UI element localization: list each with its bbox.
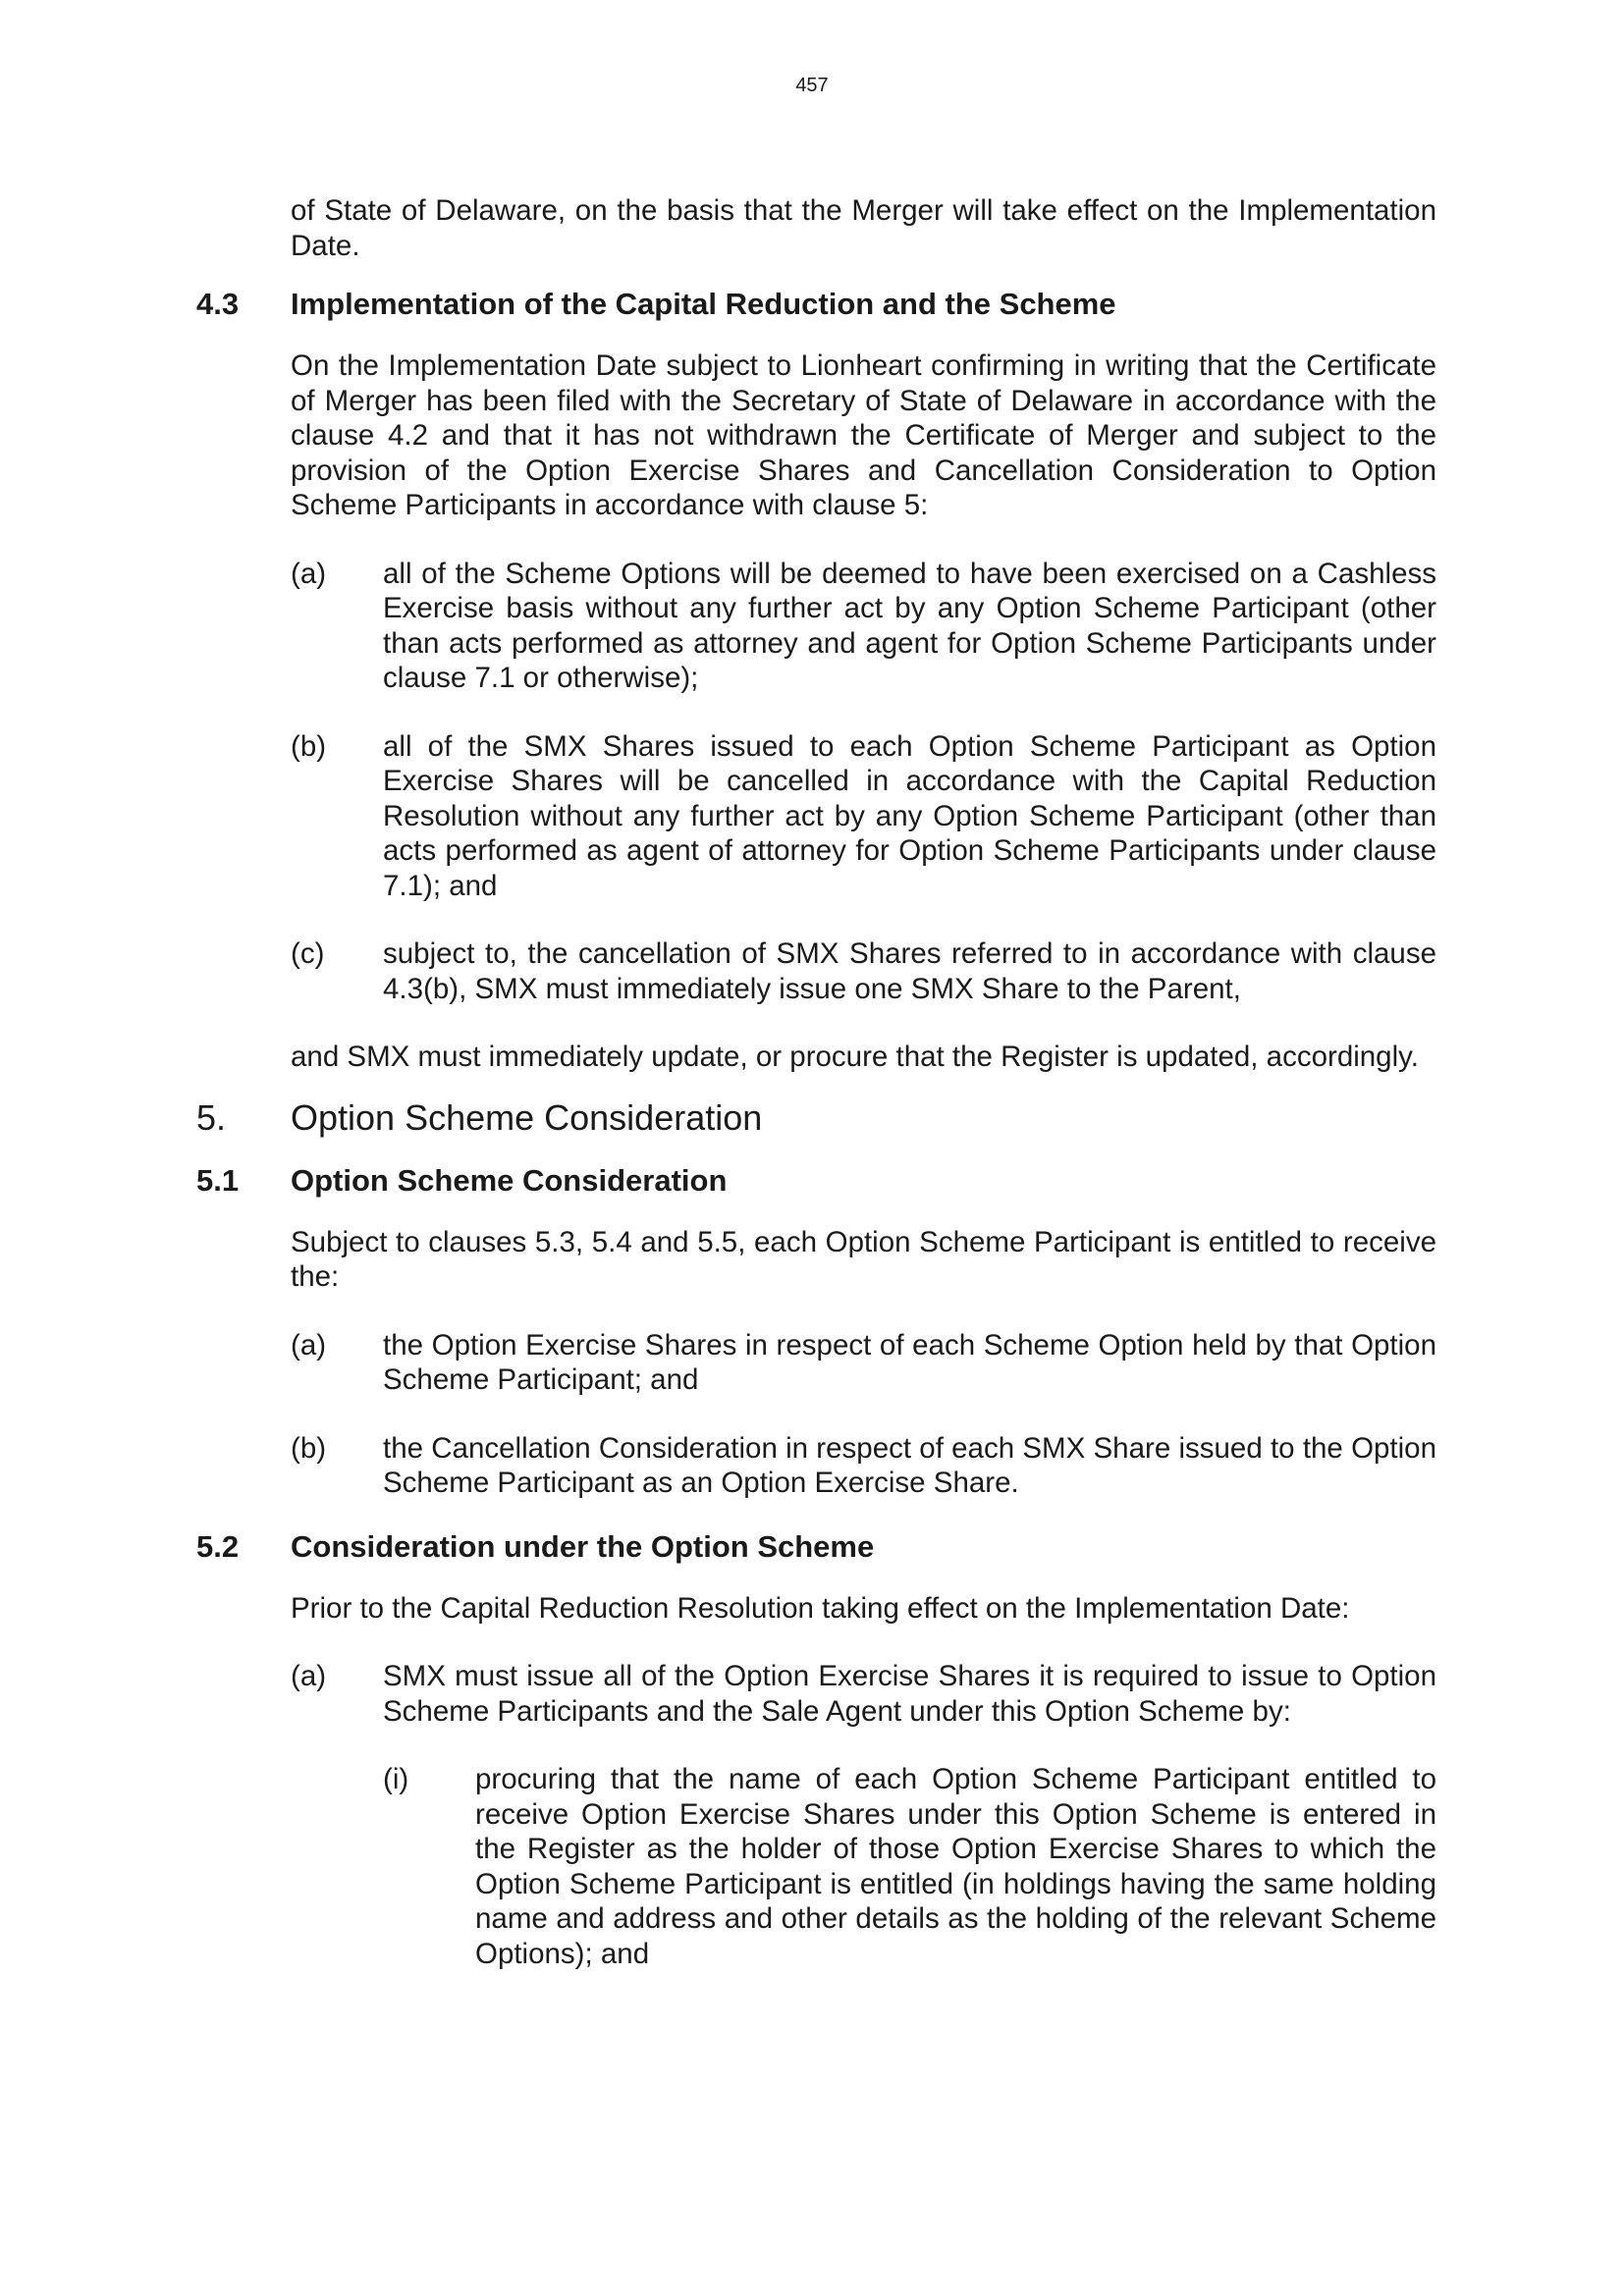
list-item bbox=[291, 557, 1436, 696]
list-item-text: the Option Exercise Shares in respect of each Scheme Option held by that Option Scheme Participant; and bbox=[383, 1328, 1436, 1396]
list-item-text: all of the SMX Shares issued to each Option Scheme Participant as Option Exercise Shares will be cancelled in accordance with the Capital Reduction Resolution without any further act by any Option Scheme Participant (other than acts performed as agent of attorney for Option Scheme Participants under clause 7.1); and bbox=[383, 729, 1436, 902]
list-item bbox=[291, 1328, 1436, 1398]
section-4-3-closing: and SMX must immediately update, or procure that the Register is updated, accordingly. bbox=[291, 1041, 1419, 1073]
sub-list-item-label: (i) bbox=[383, 1763, 409, 1795]
list-item-text: the Cancellation Consideration in respect of each SMX Share issued to the Option Scheme Participant as an Option Exercise Share. bbox=[383, 1431, 1436, 1499]
section-5-2-heading bbox=[196, 1528, 1436, 1566]
list-item bbox=[291, 1659, 1436, 1729]
sub-list-item-text: procuring that the name of each Option Scheme Participant entitled to receive Option Exercise Shares under this Option Scheme is entered in the Register as the holder of those Option Exercise Shares to which the Option Scheme Participant is entitled (in holdings having the same holding name and address and other details as the holding of the relevant Scheme Options); and bbox=[475, 1763, 1436, 1970]
section-5-1-heading bbox=[196, 1162, 1436, 1200]
section-4-3-paragraph: On the Implementation Date subject to Lionheart confirming in writing that the Certificate of Merger has been filed with the Secretary of State of Delaware in accordance with the clause 4.2 and that it has not withdrawn the Certificate of Merger and subject to the provision of the Option Exercise Shares and Cancellation Consideration to Option Scheme Participants in accordance with clause 5: bbox=[291, 349, 1436, 521]
section-4-3-heading bbox=[196, 286, 1436, 323]
intro-paragraph: of State of Delaware, on the basis that the Merger will take effect on the Implementation Date. bbox=[291, 194, 1436, 262]
list-item-label: (c) bbox=[291, 937, 325, 970]
section-5-heading bbox=[196, 1096, 1436, 1140]
page-number: 457 bbox=[795, 75, 829, 96]
section-5-2-paragraph: Prior to the Capital Reduction Resolution taking effect on the Implementation Date: bbox=[291, 1591, 1350, 1625]
section-number: 5.1 bbox=[196, 1162, 240, 1198]
list-item-label: (a) bbox=[291, 557, 327, 590]
section-number: 5. bbox=[196, 1096, 227, 1138]
sub-list-item bbox=[383, 1762, 1436, 1971]
list-item-text: all of the Scheme Options will be deemed to have been exercised on a Cashless Exercise basis without any further act by any Option Scheme Participant (other than acts performed as attorney and agent for Option Scheme Participants under clause 7.1 or otherwise); bbox=[383, 557, 1436, 694]
section-title: Implementation of the Capital Reduction and the Scheme bbox=[291, 287, 1116, 321]
list-item bbox=[291, 936, 1436, 1006]
list-item bbox=[291, 729, 1436, 904]
list-item-text: SMX must issue all of the Option Exercise Shares it is required to issue to Option Scheme Participants and the Sale Agent under this Option Scheme by: bbox=[383, 1660, 1436, 1728]
document-body bbox=[196, 193, 1436, 1971]
list-item-label: (a) bbox=[291, 1660, 327, 1692]
list-item-label: (b) bbox=[291, 729, 327, 763]
section-number: 5.2 bbox=[196, 1528, 240, 1564]
list-item-label: (b) bbox=[291, 1431, 327, 1465]
section-title: Option Scheme Consideration bbox=[291, 1162, 728, 1198]
section-number: 4.3 bbox=[196, 287, 240, 321]
list-item bbox=[291, 1431, 1436, 1501]
list-item-label: (a) bbox=[291, 1328, 327, 1362]
list-item-text: subject to, the cancellation of SMX Shares referred to in accordance with clause 4.3(b), SMX must immediately issue one SMX Share to the Parent, bbox=[383, 937, 1436, 1005]
section-title: Option Scheme Consideration bbox=[291, 1096, 763, 1138]
section-5-1-paragraph: Subject to clauses 5.3, 5.4 and 5.5, each Option Scheme Participant is entitled to receive the: bbox=[291, 1225, 1436, 1293]
section-title: Consideration under the Option Scheme bbox=[291, 1528, 875, 1564]
